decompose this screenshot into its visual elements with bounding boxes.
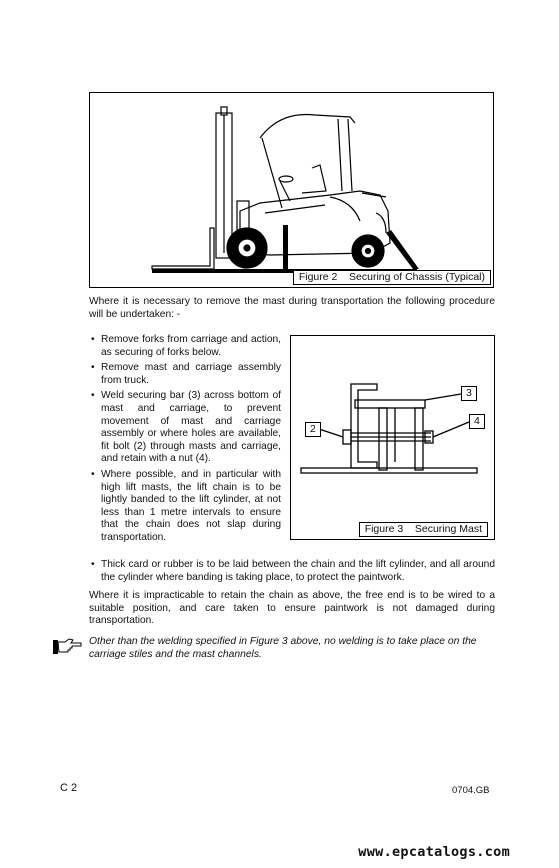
list-item: • Weld securing bar (3) across bottom of mast and carriage, to prevent movement of mast and carriage assembly or where holes are available, fit bolt (2) through masts and carriage, and retain with a nut (4). (91, 390, 281, 466)
list-item: • Remove forks from carriage and action, as securing of forks below. (91, 334, 281, 359)
figure-3-securing-mast (290, 335, 495, 540)
mast-securing-illustration (291, 336, 494, 539)
list-item: • Where possible, and in particular with high lift masts, the lift chain is to be lightly banded to the lift cylinder, at not less than 1 metre intervals to ensure that the chain does not slap during transportation. (91, 469, 281, 545)
callout-4: 4 (469, 414, 485, 429)
figure-2-securing-chassis (89, 92, 494, 288)
padding-bullet (89, 559, 495, 584)
callout-3: 3 (461, 386, 477, 401)
document-code: 0704.GB (452, 785, 490, 796)
chain-paragraph: Where it is impracticable to retain the chain as above, the free end is to be wired to a suitable position, and care taken to ensure paintwork is not damaged during transportation. (89, 590, 495, 627)
figure-2-caption: Figure 2 Securing of Chassis (Typical) (293, 270, 491, 285)
figure-3-caption: Figure 3 Securing Mast (359, 522, 488, 537)
forklift-illustration (90, 93, 493, 287)
callout-2: 2 (305, 422, 321, 437)
welding-note: Other than the welding specified in Figure 3 above, no welding is to take place on the carriage stiles and the mast channels. (89, 636, 477, 660)
procedure-bullet-list (91, 334, 281, 548)
list-item: • Remove mast and carriage assembly from truck. (91, 362, 281, 387)
intro-paragraph: Where it is necessary to remove the mast during transportation the following procedure will be undertaken: - (89, 296, 495, 320)
page-number: C 2 (60, 782, 78, 794)
watermark-url: www.epcatalogs.com (358, 844, 510, 860)
pointing-hand-icon (53, 637, 83, 657)
list-item: • Thick card or rubber is to be laid between the chain and the lift cylinder, and all around the cylinder where banding is taking place, to protect the paintwork. (89, 559, 495, 584)
